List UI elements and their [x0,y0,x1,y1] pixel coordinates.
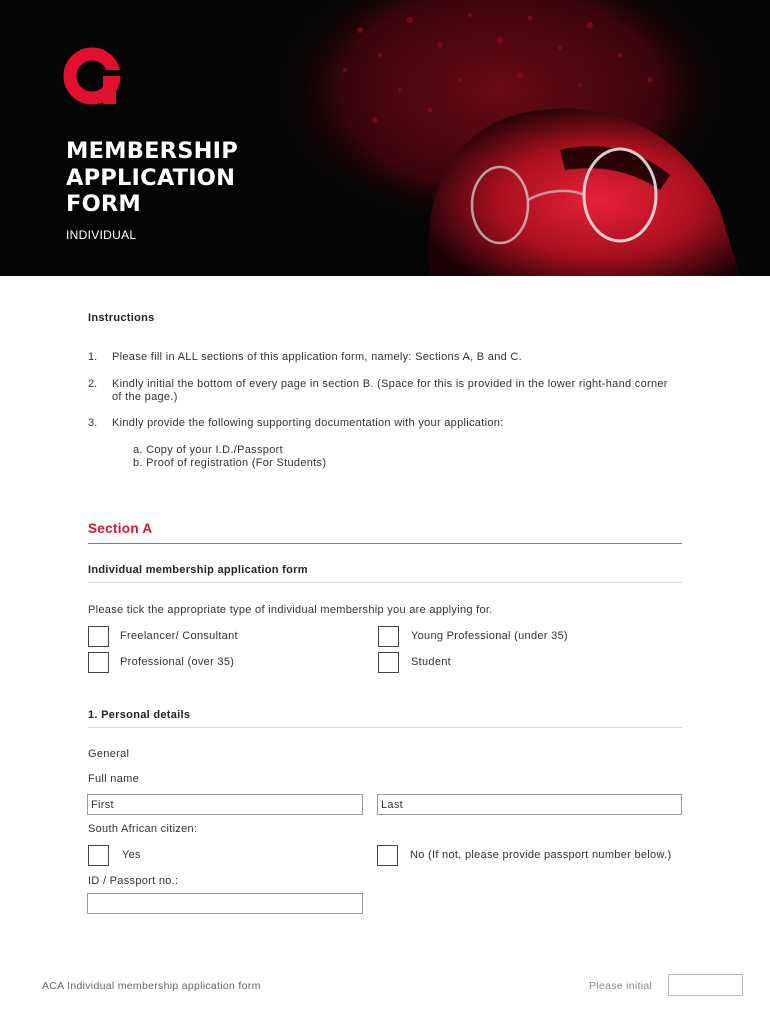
title-line-1: MEMBERSHIP [66,138,238,164]
page-subtitle: INDIVIDUAL [66,228,137,242]
instruction-number: 3. [88,417,98,429]
young-professional-label: Young Professional (under 35) [411,630,568,642]
membership-prompt: Please tick the appropriate type of individual membership you are applying for. [88,604,493,616]
section-a-title: Section A [88,521,153,536]
instruction-text: Kindly provide the following supporting documentation with your application: [112,417,504,429]
section-a-subtitle: Individual membership application form [88,564,308,576]
instruction-sub-item: b. Proof of registration (For Students) [133,457,327,469]
professional-checkbox[interactable] [88,652,109,673]
freelancer-checkbox[interactable] [88,626,109,647]
general-label: General [88,748,130,760]
footer-initial-label: Please initial [589,980,653,992]
citizen-no-label: No (If not, please provide passport number below.) [410,849,672,861]
title-line-3: FORM [66,191,142,217]
personal-details-heading: 1. Personal details [88,709,191,721]
freelancer-label: Freelancer/ Consultant [120,630,238,642]
divider [88,727,682,728]
citizen-yes-label: Yes [122,849,141,861]
instruction-number: 2. [88,378,98,390]
id-passport-field[interactable] [87,893,363,914]
full-name-label: Full name [88,773,139,785]
instruction-number: 1. [88,351,98,363]
divider [88,582,682,583]
instruction-sub-item: a. Copy of your I.D./Passport [133,444,283,456]
instruction-text: Please fill in ALL sections of this application form, namely: Sections A, B and C. [112,351,523,363]
student-label: Student [411,656,452,668]
professional-label: Professional (over 35) [120,656,235,668]
section-divider [88,543,682,544]
header-banner [0,0,770,276]
student-checkbox[interactable] [378,652,399,673]
citizen-no-checkbox[interactable] [377,845,398,866]
first-name-field[interactable] [87,794,363,815]
initial-field[interactable] [668,974,743,996]
young-professional-checkbox[interactable] [378,626,399,647]
instruction-text: Kindly initial the bottom of every page in section B. (Space for this is provided in the lower right-hand corner [112,378,668,390]
last-name-field[interactable] [377,794,682,815]
instructions-heading: Instructions [88,312,155,324]
citizen-yes-checkbox[interactable] [88,845,109,866]
page-title [66,138,238,218]
footer-form-name: ACA Individual membership application form [42,980,261,992]
citizen-label: South African citizen: [88,823,198,835]
instruction-text-continued: of the page.) [112,391,178,403]
id-passport-label: ID / Passport no.: [88,875,179,887]
title-line-2: APPLICATION [66,164,236,191]
aca-logo [62,46,124,106]
